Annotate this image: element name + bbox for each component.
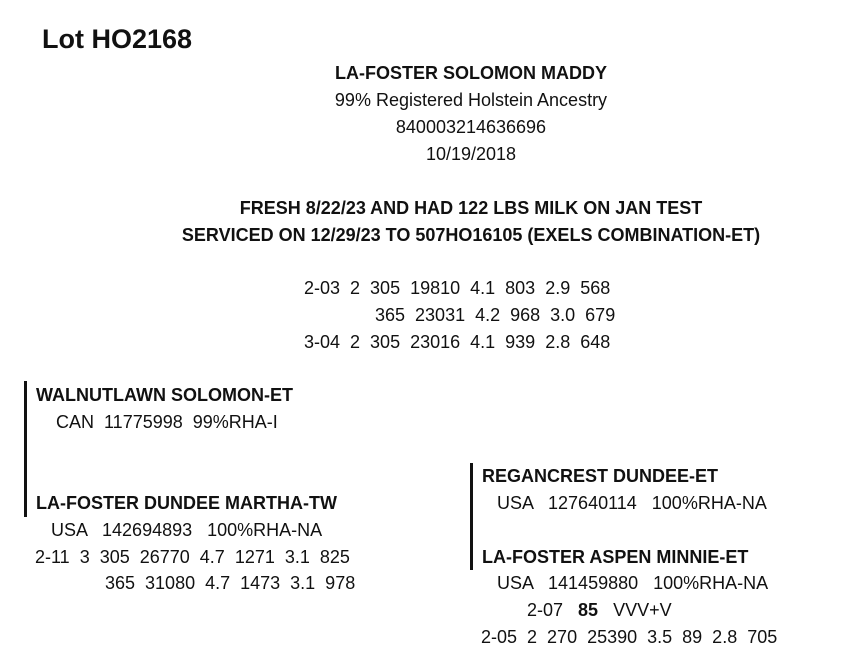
lot-number: Lot HO2168 [42, 24, 193, 54]
animal-name: LA-FOSTER SOLOMON MADDY [335, 63, 607, 83]
classification-breakdown: VVV+V [613, 600, 672, 620]
pedigree-bracket [24, 381, 27, 517]
dam-dam-record-row: 2-05 2 270 25390 3.5 89 2.8 705 [481, 627, 778, 647]
dam-record-row: 2-11 3 305 26770 4.7 1271 3.1 825 [35, 547, 350, 567]
classification-score: 85 [578, 600, 599, 620]
birth-date: 10/19/2018 [425, 144, 517, 164]
dam-dam-name: LA-FOSTER ASPEN MINNIE-ET [482, 547, 749, 567]
sire-info: CAN 11775998 99%RHA-I [56, 412, 278, 432]
dam-pedigree-bracket [470, 463, 473, 570]
record-row: 365 23031 4.2 968 3.0 679 [375, 305, 616, 325]
sire-name: WALNUTLAWN SOLOMON-ET [36, 385, 293, 405]
service-note: SERVICED ON 12/29/23 TO 507HO16105 (EXELS COMBINATION-ET) [181, 225, 761, 245]
dam-info: USA 142694893 100%RHA-NA [51, 520, 323, 540]
record-row: 3-04 2 305 23016 4.1 939 2.8 648 [304, 332, 611, 352]
dam-dam-classification [527, 600, 672, 621]
dam-sire-info: USA 127640114 100%RHA-NA [497, 493, 767, 513]
dam-dam-info: USA 141459880 100%RHA-NA [497, 573, 769, 593]
record-row: 2-03 2 305 19810 4.1 803 2.9 568 [304, 278, 611, 298]
fresh-note: FRESH 8/22/23 AND HAD 122 LBS MILK ON JAN TEST [239, 198, 703, 218]
dam-record-row: 365 31080 4.7 1473 3.1 978 [105, 573, 356, 593]
dam-name: LA-FOSTER DUNDEE MARTHA-TW [36, 493, 337, 513]
classification-age: 2-07 [527, 600, 564, 620]
ancestry: 99% Registered Holstein Ancestry [334, 90, 608, 110]
animal-id: 840003214636696 [395, 117, 547, 137]
dam-sire-name: REGANCREST DUNDEE-ET [482, 466, 719, 486]
